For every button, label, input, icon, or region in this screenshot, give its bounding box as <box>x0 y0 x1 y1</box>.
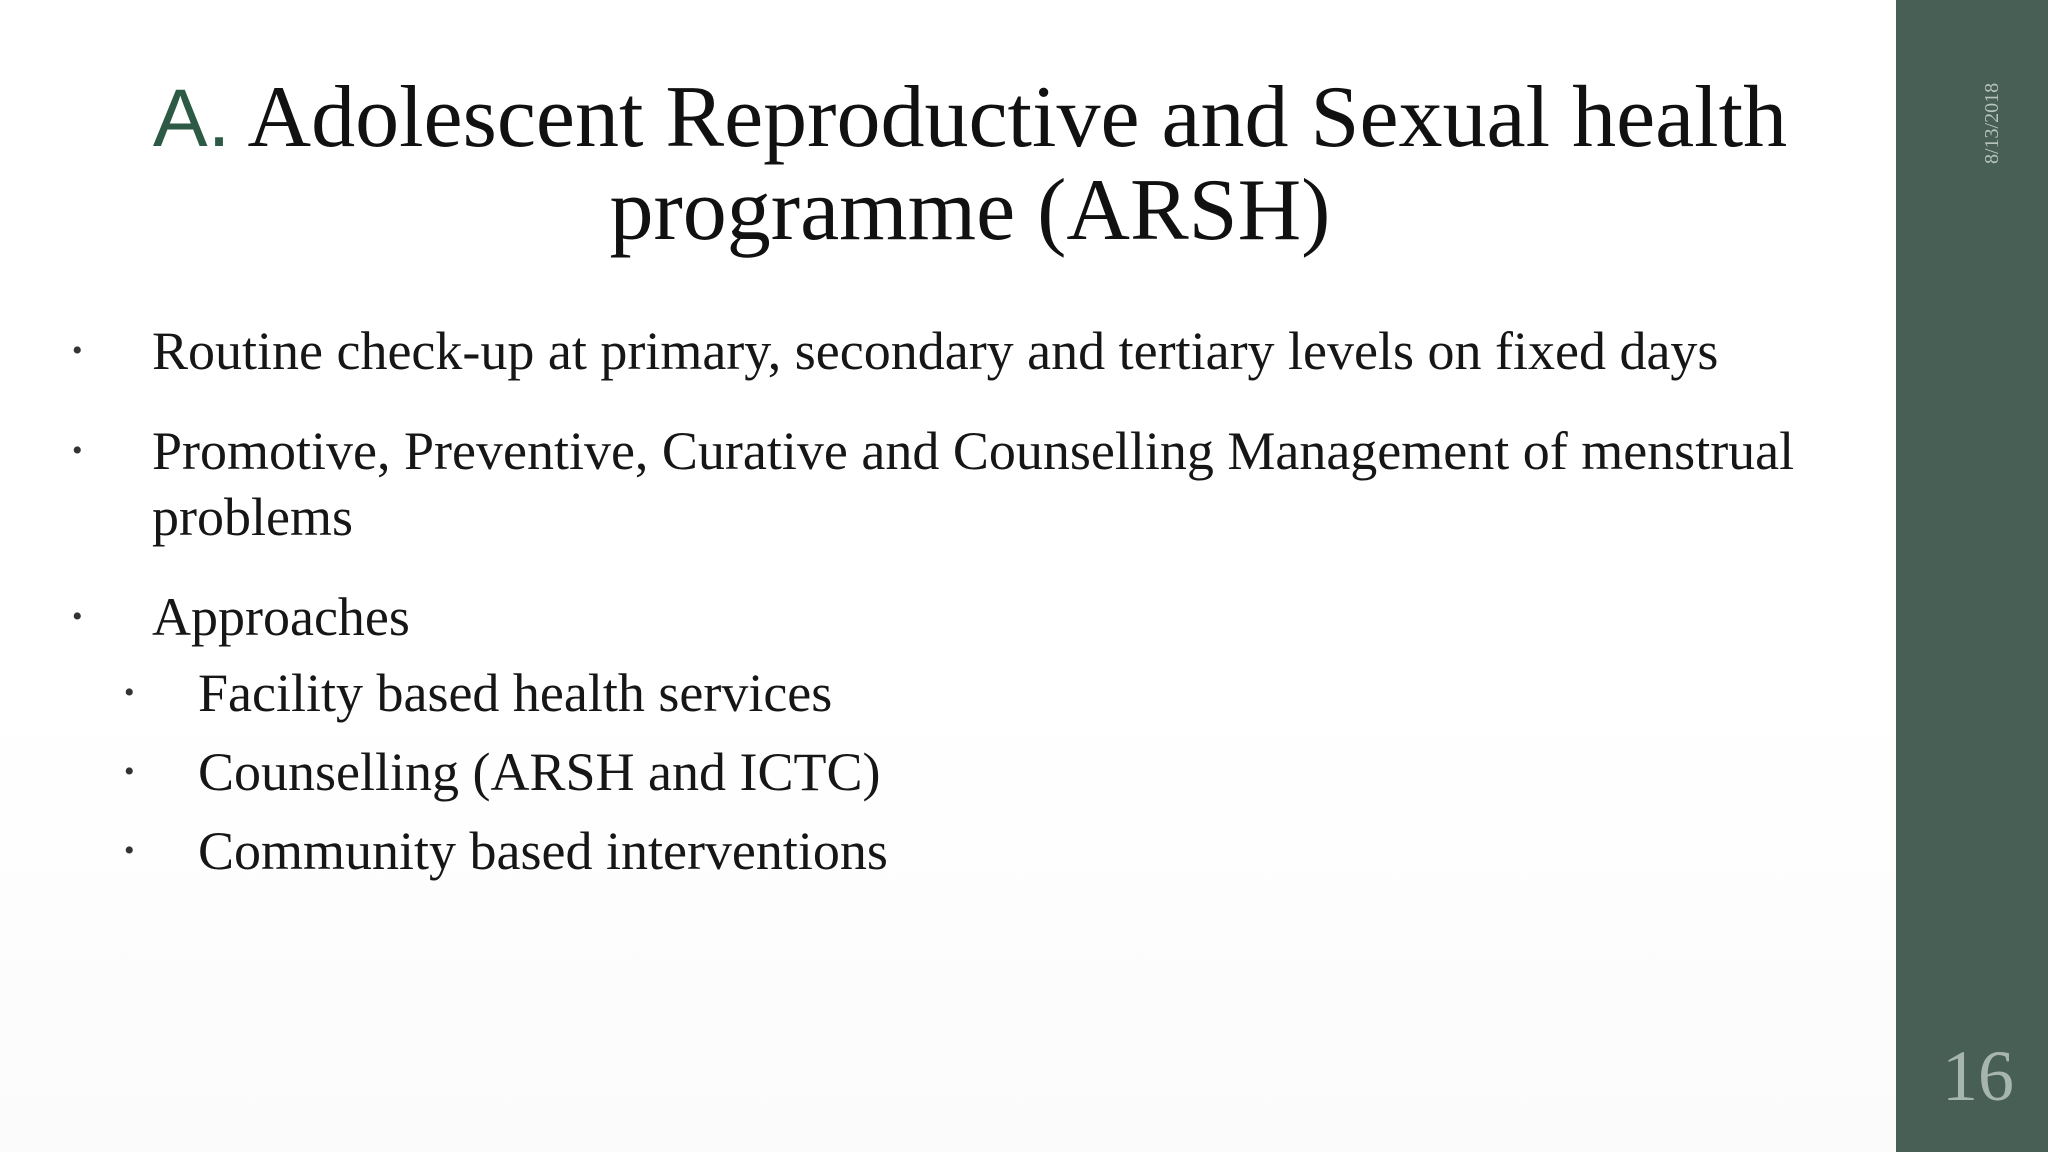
slide-number: 16 <box>1942 1036 2014 1116</box>
bullet-icon: • <box>72 434 83 467</box>
bullet-text: Routine check-up at primary, secondary and tertiary levels on fixed days <box>152 321 1719 381</box>
title-text: Adolescent Reproductive and Sexual health programme (ARSH) <box>230 69 1788 259</box>
bullet-item <box>68 318 1868 384</box>
bullet-text: Promotive, Preventive, Curative and Counselling Management of menstrual problems <box>152 421 1795 547</box>
sub-bullet-text: Community based interventions <box>198 821 888 881</box>
bullet-item <box>68 418 1868 550</box>
sidebar-band <box>1896 0 2048 1152</box>
bullet-item <box>68 584 1868 650</box>
sub-bullet-item <box>68 739 1868 805</box>
sub-bullet-item <box>68 818 1868 884</box>
sub-bullet-icon: • <box>124 755 135 788</box>
bullet-icon: • <box>72 600 83 633</box>
sub-bullet-item <box>68 660 1868 726</box>
bullet-text: Approaches <box>152 587 410 647</box>
sub-bullet-icon: • <box>124 834 135 867</box>
slide-title <box>60 69 1880 259</box>
bullet-list <box>68 318 1868 897</box>
slide-date: 8/13/2018 <box>1981 82 2003 164</box>
sub-bullet-text: Counselling (ARSH and ICTC) <box>198 742 881 802</box>
sub-bullet-text: Facility based health services <box>198 663 833 723</box>
title-section-letter: A. <box>152 73 231 164</box>
sub-bullet-icon: • <box>124 676 135 709</box>
bullet-icon: • <box>72 334 83 367</box>
